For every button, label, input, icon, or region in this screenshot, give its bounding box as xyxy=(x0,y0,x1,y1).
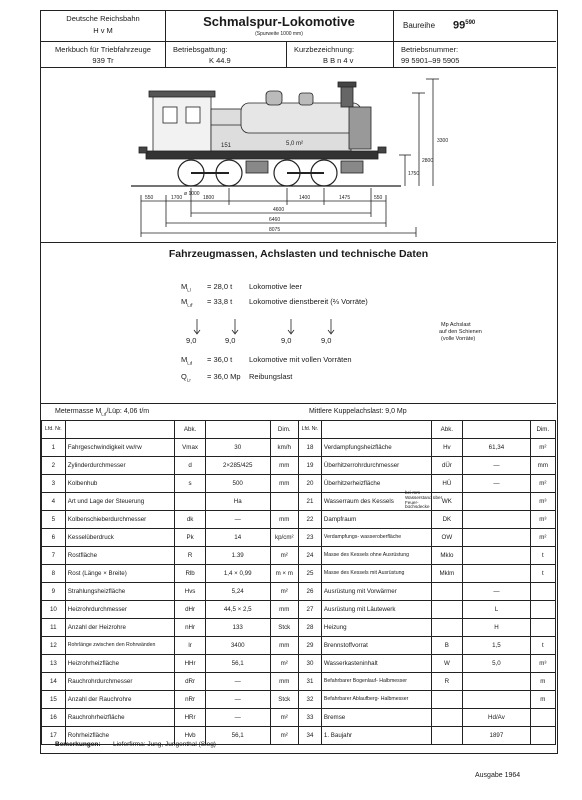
cell-dim: m² xyxy=(530,529,555,547)
cell-label: Überhitzerrohrdurchmesser xyxy=(321,457,431,475)
cell-dim: km/h xyxy=(270,439,299,457)
cell-nr: 11 xyxy=(42,619,66,637)
cell-label: Bremse xyxy=(321,709,431,727)
cell-abk: W xyxy=(431,655,463,673)
mean-axle-load: Mittlere Kuppelachslast: 9,0 Mp xyxy=(309,408,407,415)
cell-dim: kp/cm² xyxy=(270,529,299,547)
cell-abk xyxy=(431,727,463,745)
cell-nr: 1 xyxy=(42,439,66,457)
cell-val: 2×285/425 xyxy=(205,457,270,475)
cell-label: Strahlungsheizfläche xyxy=(65,583,174,601)
cell-val: 133 xyxy=(205,619,270,637)
dim-6460: 6460 xyxy=(269,217,281,223)
axle-load-4: 9,0 xyxy=(321,336,332,345)
cell-val: — xyxy=(463,583,530,601)
cell-nr: 13 xyxy=(42,655,66,673)
cell-dim: mm xyxy=(270,457,299,475)
cell-label: Masse des Kessels ohne Ausrüstung xyxy=(321,547,431,565)
cell-dim: m² xyxy=(530,439,555,457)
cell-dim: m² xyxy=(270,655,299,673)
cell-val: — xyxy=(463,457,530,475)
cell-val: — xyxy=(463,475,530,493)
remarks-text: Lieferfirma: Jung, Jungenthal (Sieg) xyxy=(113,741,216,748)
axle-note-line1: Mp Achslast xyxy=(441,322,471,328)
cell-abk: R xyxy=(431,673,463,691)
table-row xyxy=(42,493,299,511)
cell-val: 61,34 xyxy=(463,439,530,457)
cell-nr: 14 xyxy=(42,673,66,691)
adhesion-desc: Reibungslast xyxy=(249,372,293,381)
cell-label: Verdampfungs- wasseroberfläche xyxy=(321,529,431,547)
cell-abk: DK xyxy=(431,511,463,529)
cell-label: Brennstoffvorrat xyxy=(321,637,431,655)
header-val-right xyxy=(463,421,530,439)
table-row xyxy=(42,655,299,673)
cell-nr: 19 xyxy=(299,457,322,475)
table-row xyxy=(299,727,556,745)
spec-table-left xyxy=(41,420,299,745)
table-row xyxy=(299,547,556,565)
table-row xyxy=(42,457,299,475)
cell-nr: 24 xyxy=(299,547,322,565)
cell-label: Masse des Kessels mit Ausrüstung xyxy=(321,565,431,583)
cell-label: Dampfraum xyxy=(321,511,431,529)
cell-val xyxy=(463,673,530,691)
cell-val: 500 xyxy=(205,475,270,493)
cell-dim: m³ xyxy=(530,655,555,673)
cell-abk: dRr xyxy=(175,673,206,691)
cell-label: Heizung xyxy=(321,619,431,637)
org-department: H v M xyxy=(93,26,113,35)
table-row xyxy=(42,673,299,691)
table-row xyxy=(299,709,556,727)
nummer-value: 99 5901–99 5905 xyxy=(401,56,460,65)
table-row xyxy=(42,529,299,547)
mass-empty-desc: Lokomotive leer xyxy=(249,282,302,291)
cell-abk xyxy=(431,583,463,601)
table-row xyxy=(299,529,556,547)
cell-abk xyxy=(175,493,206,511)
cell-nr: 33 xyxy=(299,709,322,727)
nummer-label: Betriebsnummer: xyxy=(401,45,459,54)
gattung-value: K 44.9 xyxy=(209,56,231,65)
mass-empty-symbol: $M_{Ll}$ xyxy=(181,282,191,293)
mass-empty-value: = 28,0 t xyxy=(207,282,233,291)
cell-dim: m² xyxy=(270,547,299,565)
locomotive-drawing xyxy=(41,67,556,242)
cell-abk: s xyxy=(175,475,206,493)
cell-val: 56,1 xyxy=(205,727,270,745)
cell-dim: m³ xyxy=(530,511,555,529)
cell-dim: m xyxy=(530,691,555,709)
cell-nr: 12 xyxy=(42,637,66,655)
cell-dim xyxy=(530,583,555,601)
baureihe-label: Baureihe xyxy=(403,21,436,30)
cell-nr: 10 xyxy=(42,601,66,619)
cell-nr: 4 xyxy=(42,493,66,511)
cell-label: Zylinderdurchmesser xyxy=(65,457,174,475)
header-val-left xyxy=(205,421,270,439)
cell-dim: Stck xyxy=(270,691,299,709)
header-nr-left: Lfd. Nr. xyxy=(42,421,66,439)
cell-dim: mm xyxy=(270,475,299,493)
cell-abk: Hvb xyxy=(175,727,206,745)
table-row xyxy=(42,709,299,727)
cell-label: Heizrohrheizfläche xyxy=(65,655,174,673)
cell-label: Kesselüberdruck xyxy=(65,529,174,547)
cell-dim: t xyxy=(530,637,555,655)
cell-nr: 6 xyxy=(42,529,66,547)
edition-note: Ausgabe 1964 xyxy=(475,772,521,779)
data-sheet xyxy=(40,10,558,754)
cell-val: Hd/Av xyxy=(463,709,530,727)
header-nr-right: Lfd. Nr. xyxy=(299,421,322,439)
meter-mass: Metermasse $M_{Ld}$/Lüp: 4,06 t/m xyxy=(55,408,150,417)
cell-abk: nHr xyxy=(175,619,206,637)
cell-abk: Vmax xyxy=(175,439,206,457)
cell-nr: 17 xyxy=(42,727,66,745)
cell-val: L xyxy=(463,601,530,619)
cell-nr: 7 xyxy=(42,547,66,565)
dim-550-left: 550 xyxy=(145,195,154,201)
mass-full-desc: Lokomotive mit vollen Vorräten xyxy=(249,355,352,364)
axle-note-line2: auf den Schienen xyxy=(439,329,482,335)
cell-nr: 15 xyxy=(42,691,66,709)
table-row xyxy=(42,691,299,709)
cell-label: Rohrlänge zwischen den Rohrwänden xyxy=(65,637,174,655)
dim-1800: 1800 xyxy=(203,195,215,201)
cell-abk: dk xyxy=(175,511,206,529)
org-name: Deutsche Reichsbahn xyxy=(66,14,140,23)
dim-height-1750: 1750 xyxy=(408,171,420,177)
cell-dim: Stck xyxy=(270,619,299,637)
cell-label: Befahrbarer Bogenlauf- Halbmesser xyxy=(321,673,431,691)
header-dim-left: Dim. xyxy=(270,421,299,439)
cell-abk: Mklm xyxy=(431,565,463,583)
cell-dim xyxy=(270,493,299,511)
cell-dim xyxy=(530,727,555,745)
dim-1475: 1475 xyxy=(339,195,351,201)
cell-label: Kolbenschieberdurchmesser xyxy=(65,511,174,529)
cell-nr: 2 xyxy=(42,457,66,475)
cell-abk: nRr xyxy=(175,691,206,709)
cell-val: 5,0 xyxy=(463,655,530,673)
table-row xyxy=(299,457,556,475)
dim-550-right: 550 xyxy=(374,195,383,201)
cell-val xyxy=(463,511,530,529)
mass-full-value: = 36,0 t xyxy=(207,355,233,364)
cell-label: Kolbenhub xyxy=(65,475,174,493)
cell-label: Anzahl der Heizrohre xyxy=(65,619,174,637)
adhesion-symbol: $Q_{Lr}$ xyxy=(181,372,191,383)
cell-val xyxy=(463,547,530,565)
cell-abk: HHr xyxy=(175,655,206,673)
cell-nr: 20 xyxy=(299,475,322,493)
table-row xyxy=(299,583,556,601)
cell-label: Wasserkasteninhalt xyxy=(321,655,431,673)
axle-load-3: 9,0 xyxy=(281,336,292,345)
cell-label: Wasserraum des Kessels xyxy=(321,493,431,511)
cell-val: — xyxy=(205,511,270,529)
cell-nr: 30 xyxy=(299,655,322,673)
cell-nr: 16 xyxy=(42,709,66,727)
table-row xyxy=(42,637,299,655)
mass-service-value: = 33,8 t xyxy=(207,297,233,306)
axle-load-2: 9,0 xyxy=(225,336,236,345)
cell-abk xyxy=(431,691,463,709)
cell-nr: 25 xyxy=(299,565,322,583)
table-row xyxy=(42,547,299,565)
cell-dim: m² xyxy=(270,583,299,601)
remarks-label: Bemerkungen: xyxy=(55,741,101,748)
merkbuch-label: Merkbuch für Triebfahrzeuge xyxy=(55,45,151,54)
cell-val: 1897 xyxy=(463,727,530,745)
cell-val: — xyxy=(205,673,270,691)
table-row xyxy=(42,475,299,493)
cell-abk: Rlb xyxy=(175,565,206,583)
cell-dim xyxy=(530,709,555,727)
cell-dim: m × m xyxy=(270,565,299,583)
cell-label: Rostfläche xyxy=(65,547,174,565)
cell-abk: HÜ xyxy=(431,475,463,493)
cell-abk: WK xyxy=(431,493,463,511)
dim-1400: 1400 xyxy=(299,195,311,201)
cell-nr: 21 xyxy=(299,493,322,511)
cell-abk: d xyxy=(175,457,206,475)
cell-nr: 3 xyxy=(42,475,66,493)
axle-load-1: 9,0 xyxy=(186,336,197,345)
table-row xyxy=(42,439,299,457)
table-row xyxy=(42,583,299,601)
cell-dim: m² xyxy=(270,709,299,727)
cell-label: Verdampfungsheizfläche xyxy=(321,439,431,457)
cell-abk xyxy=(431,709,463,727)
table-row xyxy=(299,637,556,655)
dim-4600: 4600 xyxy=(273,207,285,213)
cell-abk: lr xyxy=(175,637,206,655)
cell-label: Art und Lage der Steuerung xyxy=(65,493,174,511)
document-title: Schmalspur-Lokomotive xyxy=(203,14,355,29)
cell-label: 1. Baujahr xyxy=(321,727,431,745)
cell-dim: mm xyxy=(270,637,299,655)
cell-abk: dÜr xyxy=(431,457,463,475)
header-label-left xyxy=(65,421,174,439)
table-row xyxy=(42,601,299,619)
cell-dim: mm xyxy=(270,601,299,619)
table-row xyxy=(299,691,556,709)
cell-abk: Pk xyxy=(175,529,206,547)
table-row xyxy=(299,475,556,493)
table-row xyxy=(299,565,556,583)
cell-abk: OW xyxy=(431,529,463,547)
cell-label: Überhitzerheizfläche xyxy=(321,475,431,493)
cell-val: — xyxy=(205,709,270,727)
header-dim-right: Dim. xyxy=(530,421,555,439)
wheel-diameter: ø 1000 xyxy=(184,191,200,197)
cell-dim: m xyxy=(530,673,555,691)
table-row xyxy=(299,601,556,619)
cell-val: 44,5 × 2,5 xyxy=(205,601,270,619)
table-row xyxy=(299,673,556,691)
cell-abk: dHr xyxy=(175,601,206,619)
cell-label: Anzahl der Rauchrohre xyxy=(65,691,174,709)
cell-abk: Hvs xyxy=(175,583,206,601)
cell-label: Befahrbarer Ablaufberg- Halbmesser xyxy=(321,691,431,709)
cell-dim: t xyxy=(530,547,555,565)
cell-nr: 8 xyxy=(42,565,66,583)
header-abk-left: Abk. xyxy=(175,421,206,439)
cell-abk: R xyxy=(175,547,206,565)
header-label-right xyxy=(321,421,431,439)
cell-nr: 23 xyxy=(299,529,322,547)
merkbuch-value: 939 Tr xyxy=(92,56,114,65)
table-row xyxy=(299,439,556,457)
dim-height-2800: 2800 xyxy=(422,158,434,164)
cell-dim: mm xyxy=(270,673,299,691)
cell-nr: 29 xyxy=(299,637,322,655)
cell-val: 3400 xyxy=(205,637,270,655)
table-row xyxy=(299,655,556,673)
baureihe-value: $99^{590}$ xyxy=(453,19,476,32)
cell-val: 1,5 xyxy=(463,637,530,655)
cell-dim: t xyxy=(530,565,555,583)
cell-nr: 34 xyxy=(299,727,322,745)
cell-label: Rohrheizfläche xyxy=(65,727,174,745)
cell-dim xyxy=(530,601,555,619)
cell-label: Fahrgeschwindigkeit vw/rw xyxy=(65,439,174,457)
cell-dim: m³ xyxy=(530,493,555,511)
cell-abk xyxy=(431,619,463,637)
cell-val xyxy=(463,493,530,511)
drawing-label-area: 5,0 m² xyxy=(286,141,304,147)
cell-dim: m² xyxy=(270,727,299,745)
cell-label: Ausrüstung mit Vorwärmer xyxy=(321,583,431,601)
axle-note-line3: (volle Vorräte) xyxy=(441,336,476,342)
table-row xyxy=(299,511,556,529)
mass-service-desc: Lokomotive dienstbereit (⅔ Vorräte) xyxy=(249,297,368,306)
cell-abk: HRr xyxy=(175,709,206,727)
cell-val: 56,1 xyxy=(205,655,270,673)
cell-val: 14 xyxy=(205,529,270,547)
cell-nr: 27 xyxy=(299,601,322,619)
header-abk-right: Abk. xyxy=(431,421,463,439)
spec-table-right xyxy=(298,420,556,745)
gattung-label: Betriebsgattung: xyxy=(173,45,228,54)
document-subtitle: (Spurweite 1000 mm) xyxy=(255,31,303,37)
table-row xyxy=(299,619,556,637)
section-title: Fahrzeugmassen, Achslasten und technische Daten xyxy=(168,248,429,260)
table-row xyxy=(42,619,299,637)
cell-val xyxy=(463,529,530,547)
cell-nr: 32 xyxy=(299,691,322,709)
cell-nr: 9 xyxy=(42,583,66,601)
cell-dim: mm xyxy=(530,457,555,475)
cell-nr: 18 xyxy=(299,439,322,457)
cell-label: Ausrüstung mit Läutewerk xyxy=(321,601,431,619)
kurz-label: Kurzbezeichnung: xyxy=(294,45,355,54)
cell-val: 1,4 × 0,99 xyxy=(205,565,270,583)
cell-dim: m² xyxy=(530,475,555,493)
adhesion-value: = 36,0 Mp xyxy=(207,372,241,381)
cell-nr: 31 xyxy=(299,673,322,691)
cell-val: 1.39 xyxy=(205,547,270,565)
cell-label: Heizrohrdurchmesser xyxy=(65,601,174,619)
kurz-value: B B n 4 v xyxy=(323,56,354,65)
cell-val: 5,24 xyxy=(205,583,270,601)
cell-nr: 22 xyxy=(299,511,322,529)
cell-label: Rauchrohrdurchmesser xyxy=(65,673,174,691)
dim-8075: 8075 xyxy=(269,227,281,233)
boiler-water-note: bei mm Wasserstand über Feuer- büchsdecke xyxy=(405,490,443,510)
dim-1700: 1700 xyxy=(171,195,183,201)
cell-val: Ha xyxy=(205,493,270,511)
mass-full-symbol: $M_{Ld}$ xyxy=(181,355,193,366)
cell-nr: 26 xyxy=(299,583,322,601)
cell-label: Rauchrohrheizfläche xyxy=(65,709,174,727)
cell-val xyxy=(463,565,530,583)
cell-abk xyxy=(431,601,463,619)
cell-val xyxy=(463,691,530,709)
cell-val: H xyxy=(463,619,530,637)
cell-abk: Hv xyxy=(431,439,463,457)
cell-val: — xyxy=(205,691,270,709)
cell-dim: mm xyxy=(270,511,299,529)
cell-val: 30 xyxy=(205,439,270,457)
dim-height-3300: 3300 xyxy=(437,138,449,144)
cell-dim xyxy=(530,619,555,637)
drawing-label-151: 151 xyxy=(221,143,232,149)
cell-nr: 5 xyxy=(42,511,66,529)
cell-label: Rost (Länge × Breite) xyxy=(65,565,174,583)
table-row xyxy=(42,565,299,583)
mass-service-symbol: $M_{Ld'}$ xyxy=(181,297,194,308)
cell-abk: Mklo xyxy=(431,547,463,565)
cell-abk: B xyxy=(431,637,463,655)
cell-nr: 28 xyxy=(299,619,322,637)
table-row xyxy=(42,511,299,529)
